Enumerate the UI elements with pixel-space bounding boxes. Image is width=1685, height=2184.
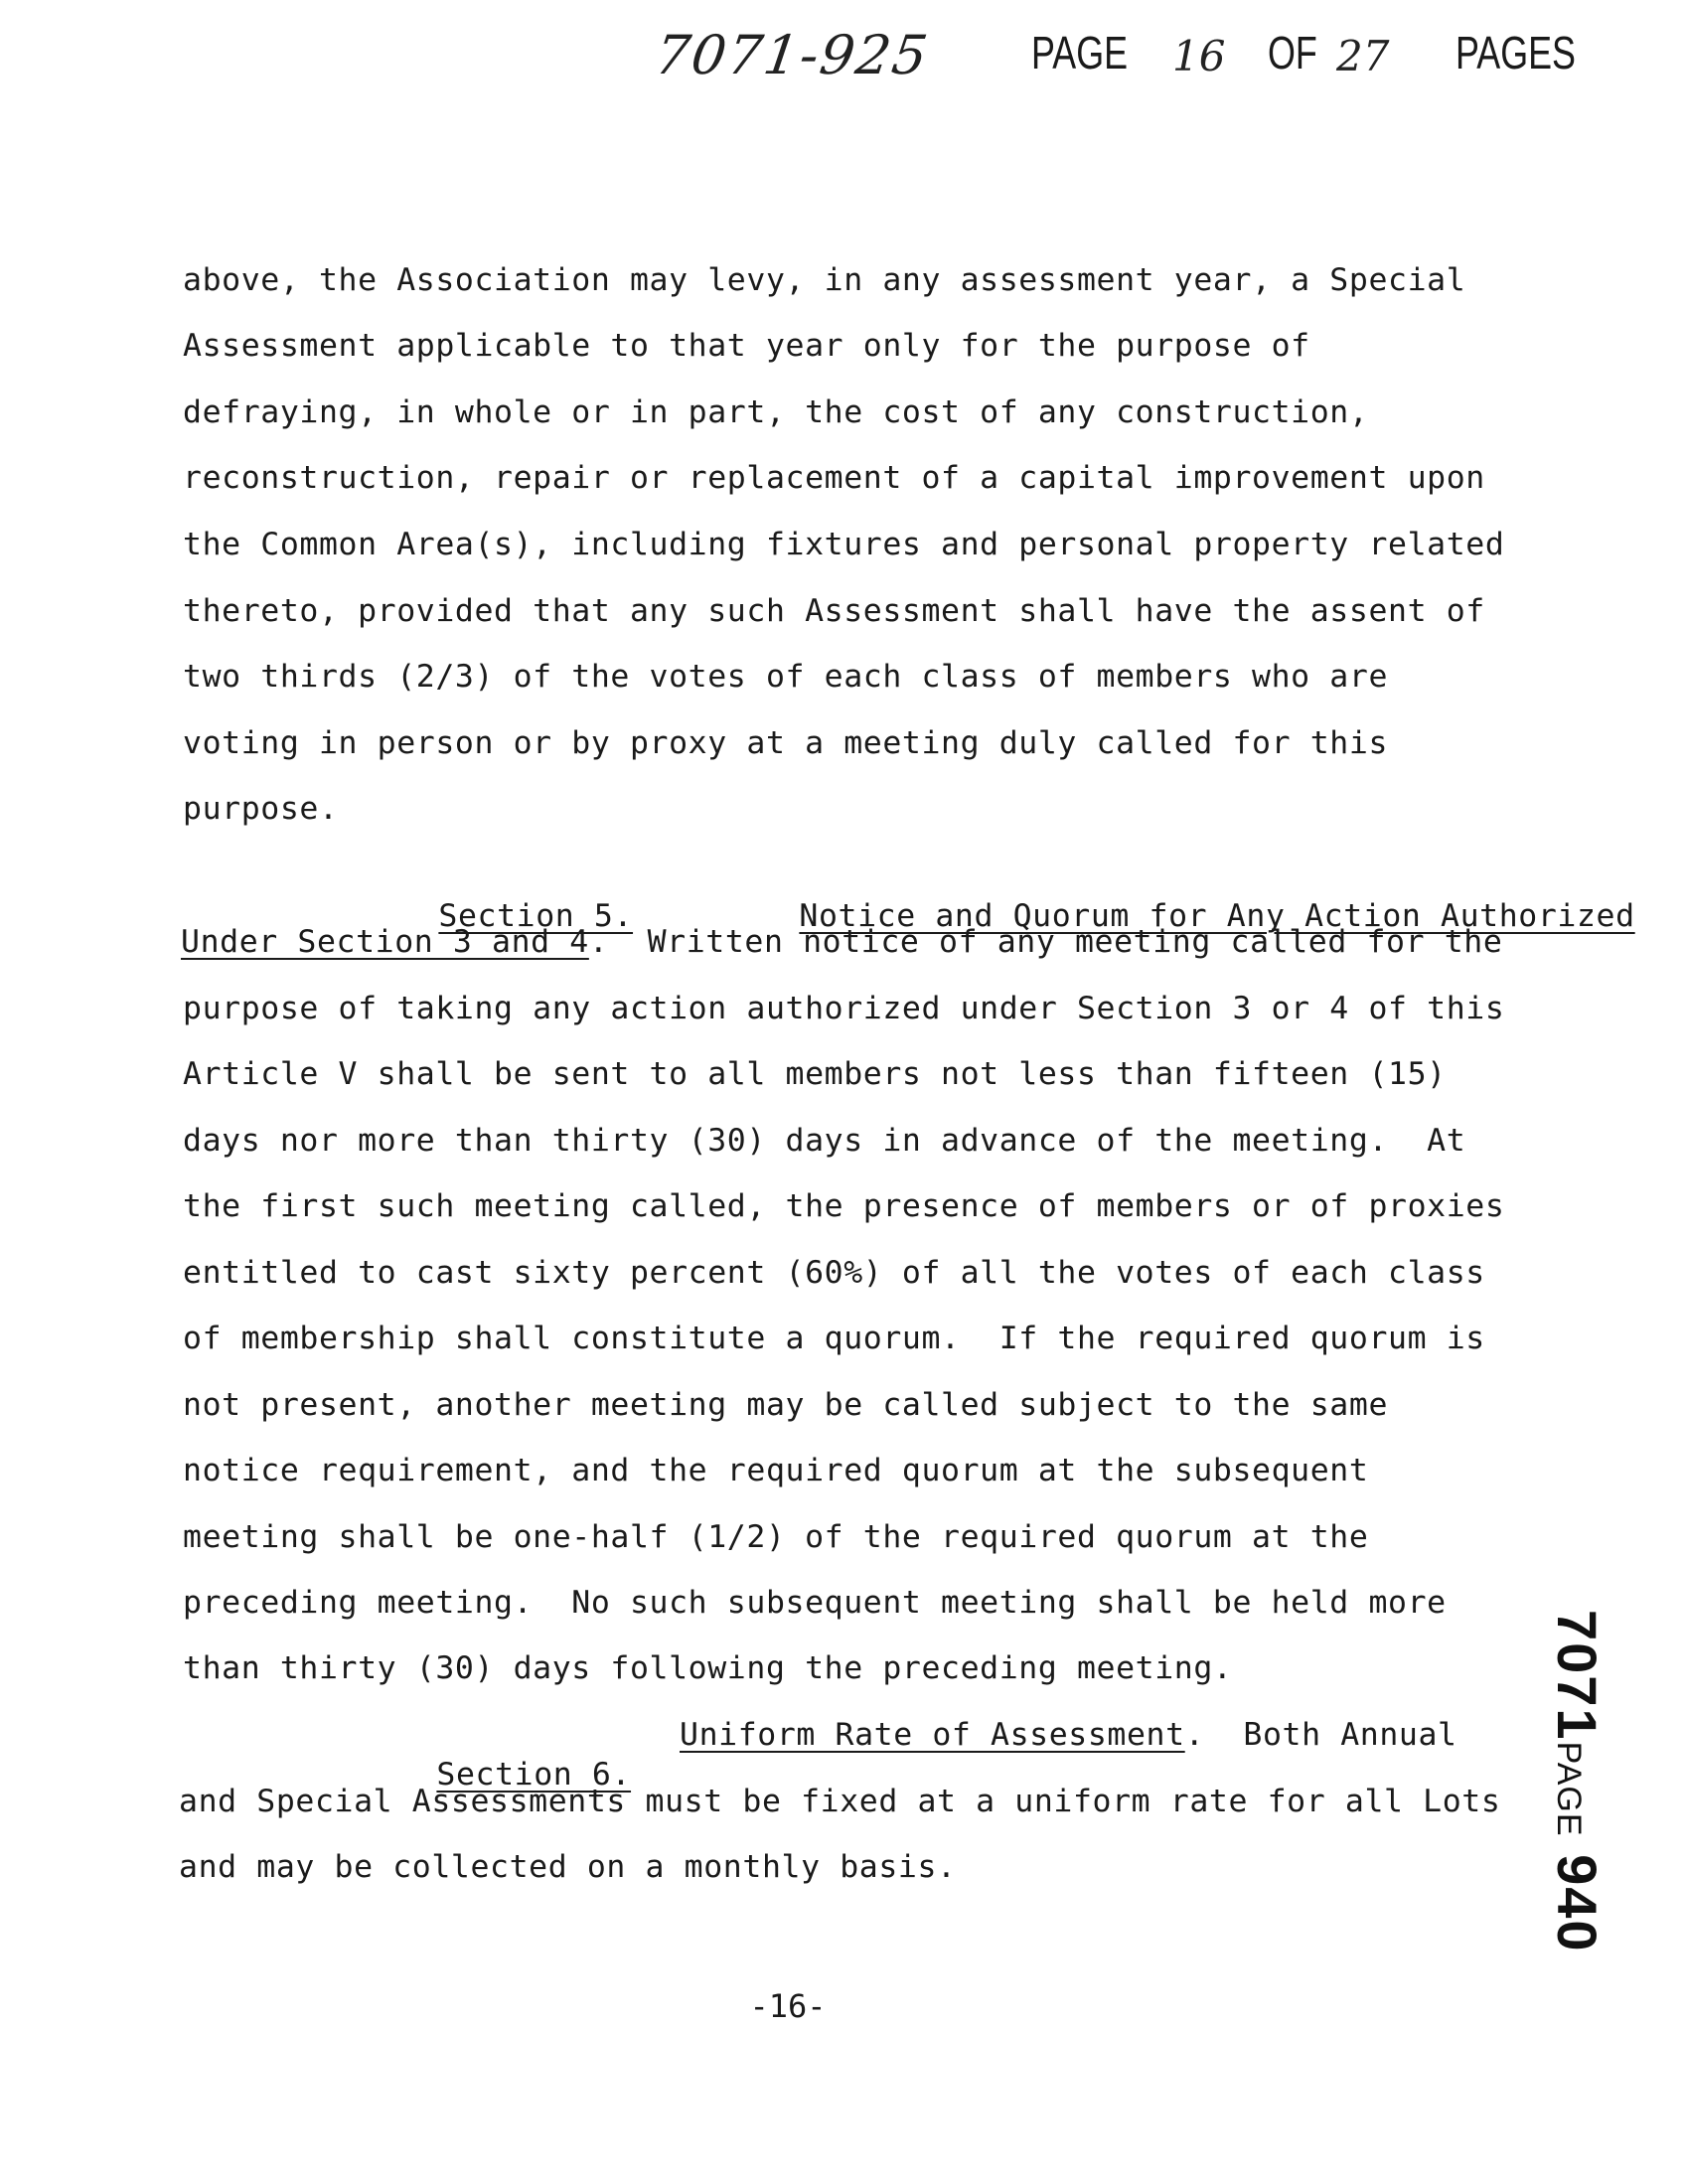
body-line: thereto, provided that any such Assessment shall have the assent of — [183, 593, 1485, 629]
body-line: reconstruction, repair or replacement of a capital improvement upon — [183, 460, 1485, 496]
section-6-label: Section 6. — [436, 1757, 632, 1793]
section-5-line: the first such meeting called, the presence of members or of proxies — [183, 1188, 1505, 1224]
stamp-page: 940 — [1546, 1854, 1608, 1953]
section-5-title-part1: Notice and Quorum for Any Action Authorized — [799, 898, 1635, 934]
section-5-line: Article V shall be sent to all members not less than fifteen (15) — [183, 1056, 1447, 1092]
section-6-line: and may be collected on a monthly basis. — [179, 1849, 957, 1885]
section-5-first-line-rest: Written notice of any meeting called for the — [608, 924, 1503, 960]
body-line: defraying, in whole or in part, the cost of any construction, — [183, 394, 1369, 430]
recording-stamp — [1545, 1610, 1609, 1953]
document-number: 7071-925 — [651, 24, 934, 86]
body-line: purpose. — [183, 791, 339, 827]
body-line: the Common Area(s), including fixtures and personal property related — [183, 527, 1505, 562]
section-6-line: and Special Assessments must be fixed at a uniform rate for all Lots — [179, 1784, 1501, 1819]
section-6-title-line — [680, 1715, 1457, 1755]
section-5-line: notice requirement, and the required quorum at the subsequent — [183, 1453, 1369, 1488]
stamp-page-word: PAGE — [1550, 1741, 1588, 1837]
of-label: OF — [1268, 27, 1317, 78]
section-5-line: days nor more than thirty (30) days in advance of the meeting. At — [183, 1123, 1466, 1159]
page-number-handwritten: 16 — [1172, 32, 1226, 80]
stamp-book: 7071 — [1546, 1610, 1608, 1742]
section-5-line: meeting shall be one-half (1/2) of the required quorum at the — [183, 1519, 1369, 1555]
section-5-line: preceding meeting. No such subsequent meeting shall be held more — [183, 1585, 1447, 1621]
body-line: two thirds (2/3) of the votes of each class of members who are — [183, 659, 1389, 695]
section-5-line: purpose of taking any action authorized under Section 3 or 4 of this — [183, 991, 1505, 1026]
section-5-line: of membership shall constitute a quorum. If the required quorum is — [183, 1321, 1485, 1356]
section-5-title-line-2 — [181, 922, 1502, 962]
section-5-label: Section 5. — [438, 898, 634, 934]
page-label: PAGE — [1031, 27, 1129, 78]
section-5-title-part2: Under Section 3 and 4 — [181, 924, 589, 960]
section-5-title-end: . — [588, 924, 609, 960]
pages-label: PAGES — [1455, 27, 1576, 78]
body-line: voting in person or by proxy at a meeting duly called for this — [183, 725, 1389, 761]
footer-page-number-text: -16- — [749, 1987, 827, 2025]
section-5-line: not present, another meeting may be called subject to the same — [183, 1387, 1389, 1423]
section-5-line: entitled to cast sixty percent (60%) of all the votes of each class — [183, 1255, 1485, 1291]
section-6-title: Uniform Rate of Assessment — [680, 1717, 1185, 1753]
page-header — [636, 20, 1580, 99]
body-line: Assessment applicable to that year only for the purpose of — [183, 328, 1310, 364]
section-6-first-line-rest: Both Annual — [1204, 1717, 1457, 1753]
section-5-line: than thirty (30) days following the preceding meeting. — [183, 1650, 1233, 1686]
body-line: above, the Association may levy, in any assessment year, a Special — [183, 262, 1466, 298]
total-pages-handwritten: 27 — [1336, 32, 1390, 80]
footer-page-number — [0, 1987, 1685, 2025]
section-6-title-end: . — [1184, 1717, 1205, 1753]
